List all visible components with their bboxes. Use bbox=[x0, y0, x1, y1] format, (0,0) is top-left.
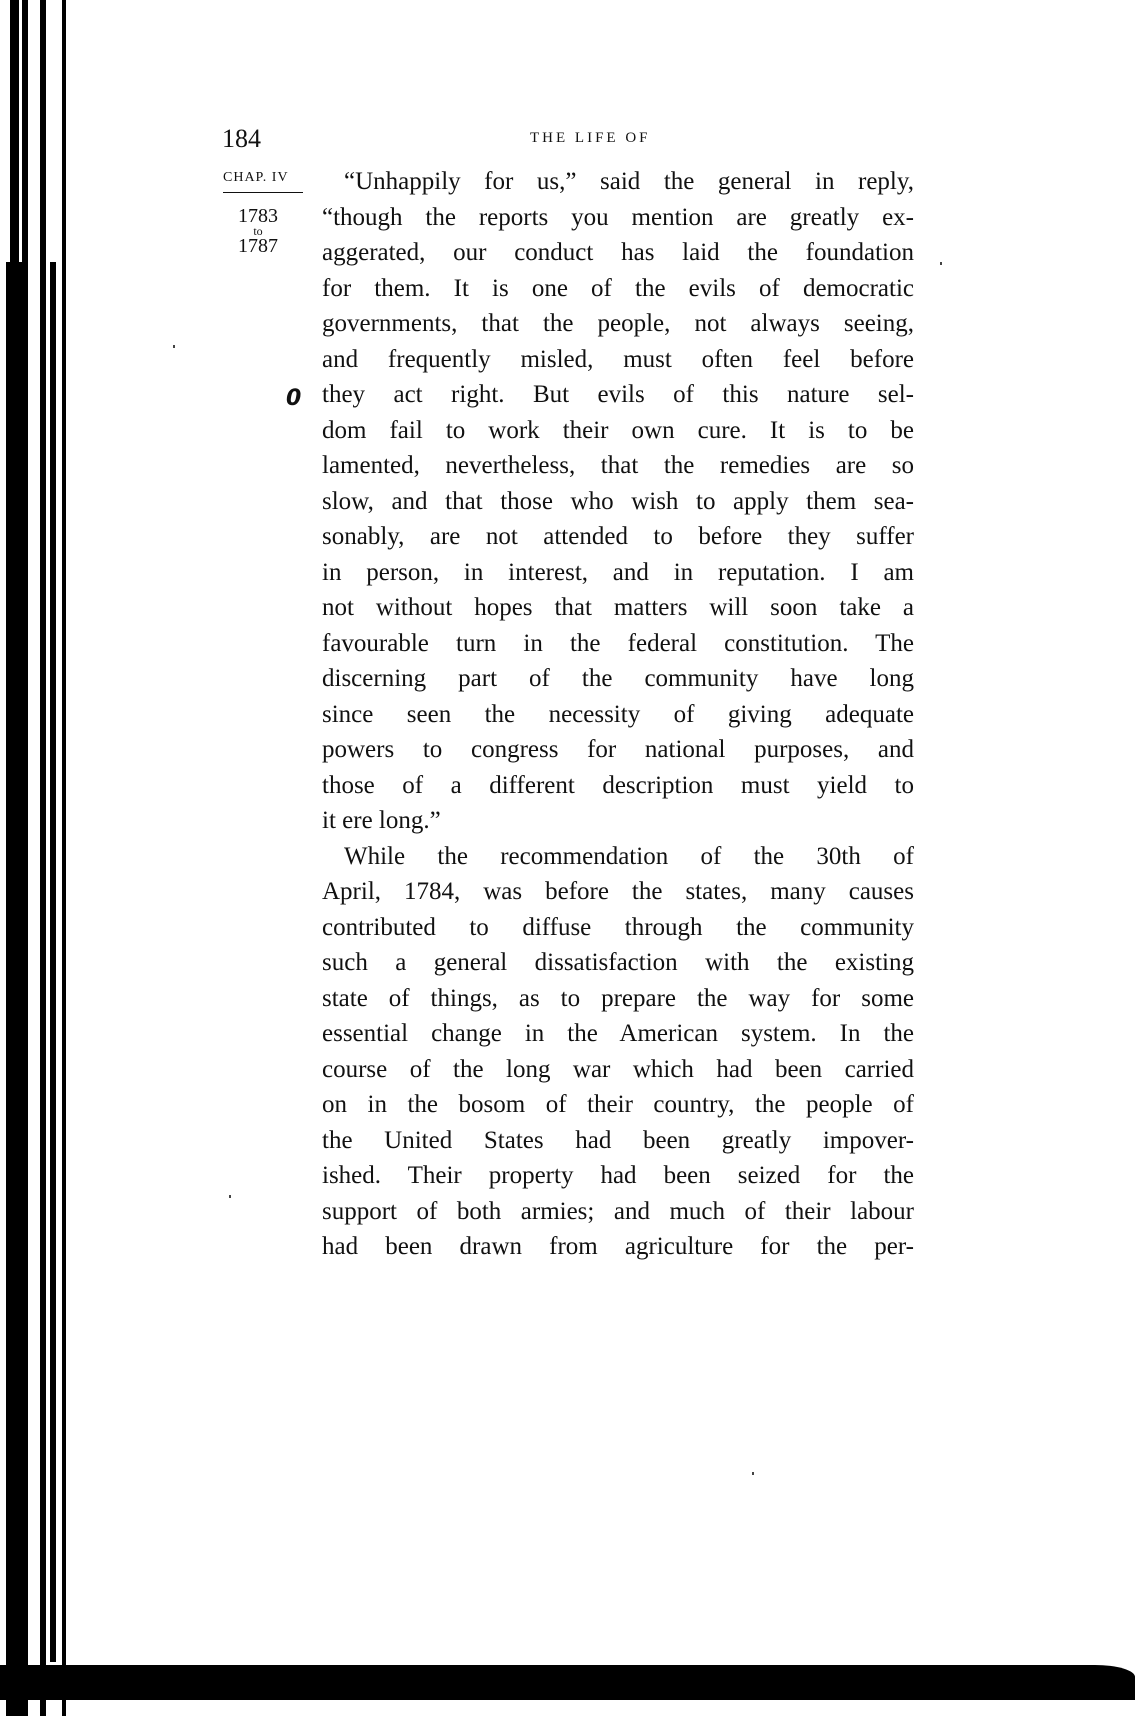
text-line: While the recommendation of the 30th of bbox=[344, 842, 914, 870]
text-line: state of things, as to prepare the way for some bbox=[322, 984, 914, 1012]
text-line: not without hopes that matters will soon take a bbox=[322, 594, 914, 621]
text-line: lamented, nevertheless, that the remedies are so bbox=[322, 452, 914, 479]
scan-speck bbox=[752, 1472, 754, 1475]
text-line: had been drawn from agriculture for the per- bbox=[322, 1233, 914, 1260]
year-to: to bbox=[253, 224, 263, 238]
text-line: discerning part of the community have long bbox=[322, 665, 914, 692]
text-line: since seen the necessity of giving adequate bbox=[322, 700, 914, 728]
text-line: essential change in the American system. In the bbox=[322, 1020, 914, 1047]
text-line: such a general dissatisfaction with the existing bbox=[322, 949, 914, 976]
text-line: contributed to diffuse through the community bbox=[322, 913, 914, 941]
text-line: “Unhappily for us,” said the general in reply, bbox=[344, 168, 914, 195]
margin-years bbox=[238, 206, 278, 256]
scan-speck bbox=[229, 1195, 231, 1198]
running-head: THE LIFE OF bbox=[530, 130, 651, 146]
text-line: and frequently misled, must often feel before bbox=[322, 345, 914, 373]
text-line: on in the bosom of their country, the people of bbox=[322, 1091, 914, 1118]
text-line: those of a different description must yield to bbox=[322, 771, 914, 799]
binding-bar bbox=[50, 262, 56, 1662]
text-line: support of both armies; and much of their labour bbox=[322, 1197, 914, 1225]
scan-speck bbox=[940, 262, 942, 265]
book-binding-shadow bbox=[0, 0, 70, 1716]
text-line: in person, in interest, and in reputation. I am bbox=[322, 558, 914, 586]
chapter-label: CHAP. IV bbox=[223, 170, 303, 193]
scan-bottom-edge bbox=[0, 1665, 1135, 1700]
text-line: aggerated, our conduct has laid the foundation bbox=[322, 239, 914, 266]
page-number: 184 bbox=[222, 124, 261, 153]
text-line: the United States had been greatly impover- bbox=[322, 1126, 914, 1154]
text-line: “though the reports you mention are greatly ex- bbox=[322, 203, 914, 231]
text-line: governments, that the people, not always seeing, bbox=[322, 310, 914, 337]
text-line: for them. It is one of the evils of democratic bbox=[322, 274, 914, 302]
year-start: 1783 bbox=[238, 205, 278, 227]
text-line: it ere long.” bbox=[322, 807, 441, 834]
text-line: April, 1784, was before the states, many causes bbox=[322, 878, 914, 905]
text-line: slow, and that those who wish to apply them sea- bbox=[322, 487, 914, 515]
text-line: favourable turn in the federal constitution. The bbox=[322, 629, 914, 657]
text-line: powers to congress for national purposes, and bbox=[322, 736, 914, 763]
text-line: ished. Their property had been seized for the bbox=[322, 1162, 914, 1189]
body-text bbox=[322, 164, 914, 1265]
text-line: they act right. But evils of this nature sel- bbox=[322, 381, 914, 408]
margin-mark: 0 bbox=[286, 386, 302, 411]
scan-speck bbox=[173, 345, 175, 348]
binding-bar bbox=[62, 0, 66, 1716]
binding-bar bbox=[40, 0, 46, 1716]
text-line: dom fail to work their own cure. It is to be bbox=[322, 416, 914, 444]
year-end: 1787 bbox=[238, 235, 278, 257]
text-line: course of the long war which had been carried bbox=[322, 1055, 914, 1083]
binding-bar bbox=[6, 262, 26, 1716]
text-line: sonably, are not attended to before they suffer bbox=[322, 523, 914, 550]
